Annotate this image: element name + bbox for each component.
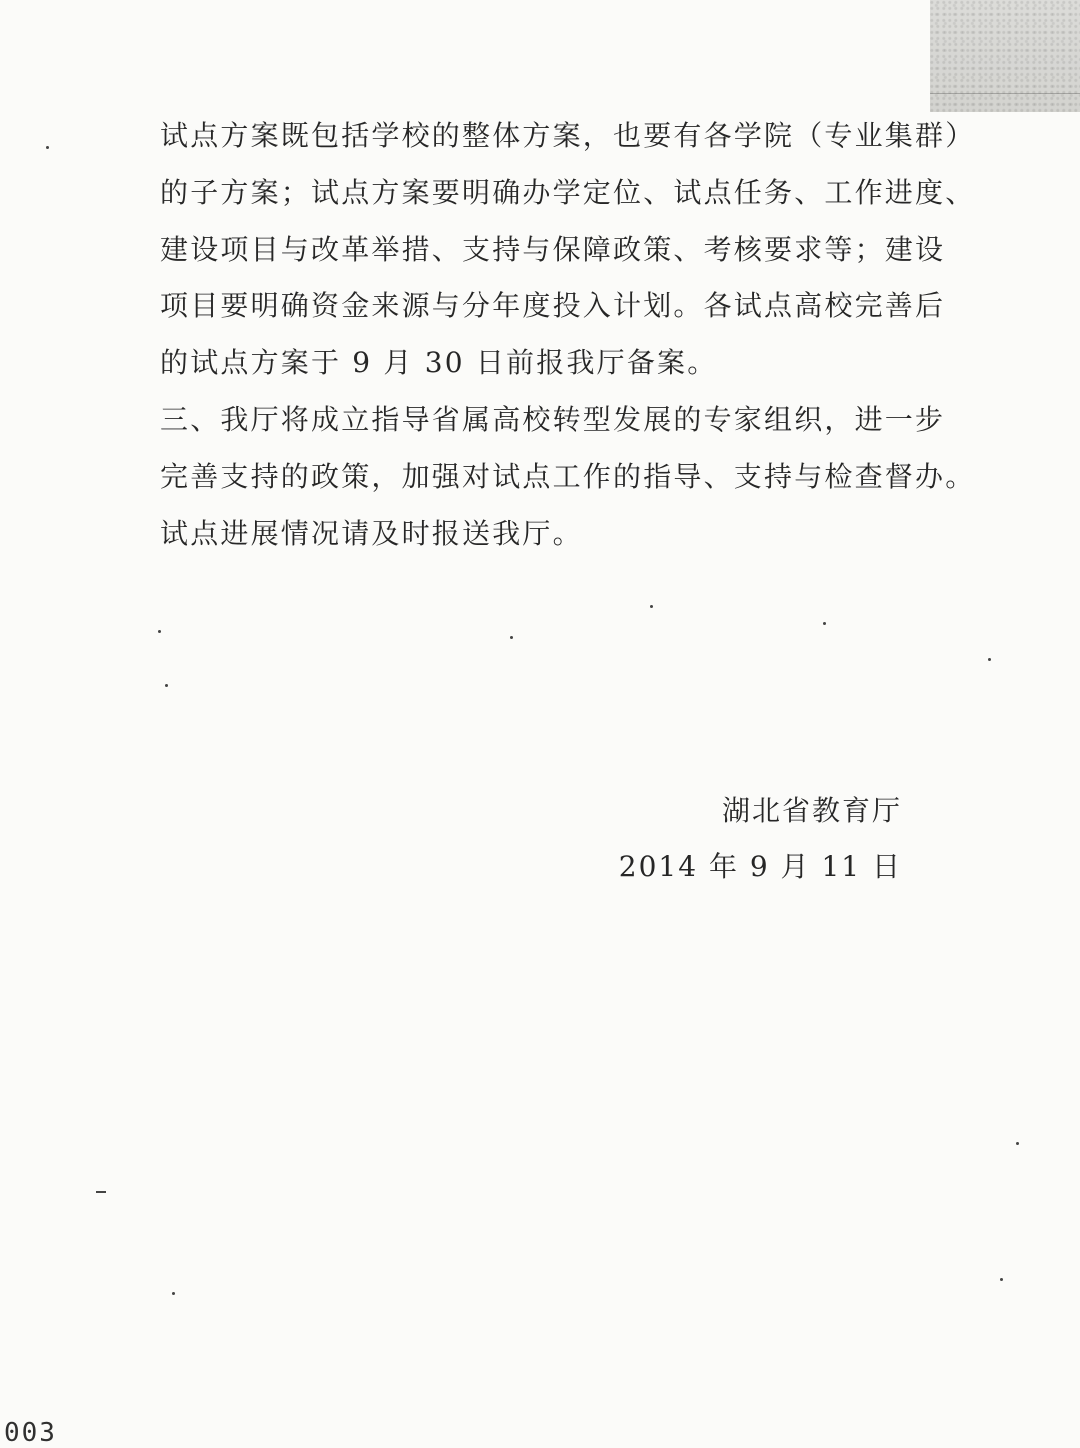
scan-shadow bbox=[930, 0, 1080, 112]
scan-speck bbox=[46, 146, 49, 149]
text-line: 建设项目与改革举措、支持与保障政策、考核要求等；建设 bbox=[160, 232, 946, 266]
text-line: 三、我厅将成立指导省属高校转型发展的专家组织，进一步 bbox=[160, 402, 946, 436]
scan-speck bbox=[650, 605, 653, 608]
text-line: 项目要明确资金来源与分年度投入计划。各试点高校完善后 bbox=[160, 289, 946, 323]
page-number: 003 bbox=[4, 1418, 57, 1448]
text-line: 试点进展情况请及时报送我厅。 bbox=[160, 516, 583, 550]
scan-speck bbox=[158, 630, 161, 633]
issue-date: 2014 年 9 月 11 日 bbox=[618, 850, 902, 883]
issuing-organization: 湖北省教育厅 bbox=[721, 794, 902, 827]
scan-speck bbox=[172, 1292, 175, 1295]
scan-speck bbox=[510, 636, 513, 639]
body-text bbox=[160, 108, 976, 562]
text-line: 的试点方案于 9 月 30 日前报我厅备案。 bbox=[160, 346, 718, 380]
scan-speck bbox=[988, 658, 991, 661]
text-line: 的子方案；试点方案要明确办学定位、试点任务、工作进度、 bbox=[160, 175, 976, 209]
scan-speck bbox=[165, 684, 168, 687]
scan-speck bbox=[823, 622, 826, 625]
signature-block bbox=[619, 783, 902, 895]
scan-speck bbox=[96, 1191, 106, 1193]
scan-speck bbox=[1000, 1278, 1003, 1281]
scan-speck bbox=[1016, 1142, 1019, 1145]
text-line: 试点方案既包括学校的整体方案，也要有各学院（专业集群） bbox=[160, 119, 976, 152]
text-line: 完善支持的政策，加强对试点工作的指导、支持与检查督办。 bbox=[160, 459, 976, 493]
